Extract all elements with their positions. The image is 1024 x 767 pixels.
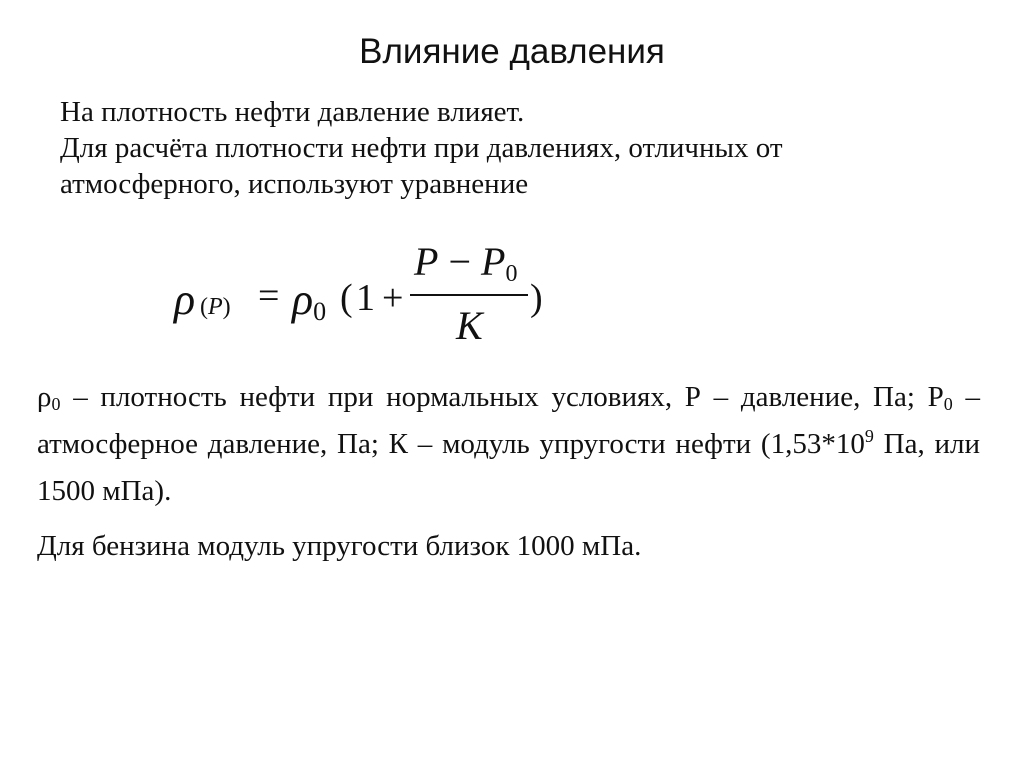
formula-subscript-var: P <box>208 294 223 320</box>
explanation-paragraph-2: Для бензина модуль упругости близок 1000 мПа. <box>37 530 642 562</box>
formula-open-paren: ( <box>340 277 353 319</box>
formula-numerator-b-sub: 0 <box>505 261 518 287</box>
formula-rho0-sub: 0 <box>313 297 327 326</box>
rho-subscript: 0 <box>51 394 61 414</box>
rho-symbol: ρ <box>37 381 52 413</box>
explanation-paragraph-1 <box>37 374 980 515</box>
formula-fraction-bar <box>410 294 528 296</box>
explanation-text-1: – плотность нефти при нормальных условиях, Р – давление, Па; Р <box>60 381 944 413</box>
formula-plus: + <box>382 277 404 319</box>
slide-title: Влияние давления <box>359 32 665 71</box>
intro-line-1: На плотность нефти давление влияет. <box>60 96 525 128</box>
explanation-text-3: Па, или 1500 мПа). <box>37 428 981 507</box>
explanation-text-2: – атмосферное давление, Па; К – модуль упругости нефти (1,53*10 <box>37 381 981 460</box>
intro-line-2: Для расчёта плотности нефти при давлениях, отличных от атмосферного, используют уравнение <box>60 132 783 200</box>
formula-denominator: K <box>456 303 483 348</box>
formula-rho0 <box>292 274 326 327</box>
explanation-text <box>37 374 980 570</box>
formula-subscript-open: ( <box>200 294 208 320</box>
formula-numerator-a: P <box>414 239 439 284</box>
density-pressure-formula <box>174 238 594 358</box>
formula-rho: ρ <box>174 275 196 324</box>
formula-numerator-b: P <box>481 239 506 284</box>
formula-numerator-minus: − <box>438 239 481 284</box>
formula-rho0-symbol: ρ <box>292 275 314 324</box>
p-subscript: 0 <box>943 394 953 414</box>
intro-text <box>60 94 960 202</box>
formula-rho-subscript <box>200 294 231 321</box>
formula-close-paren: ) <box>530 277 543 319</box>
exponent: 9 <box>864 426 874 446</box>
formula-subscript-close: ) <box>222 294 231 320</box>
formula-one: 1 <box>356 277 375 319</box>
formula-numerator <box>414 238 517 288</box>
formula-equals: = <box>258 275 280 317</box>
